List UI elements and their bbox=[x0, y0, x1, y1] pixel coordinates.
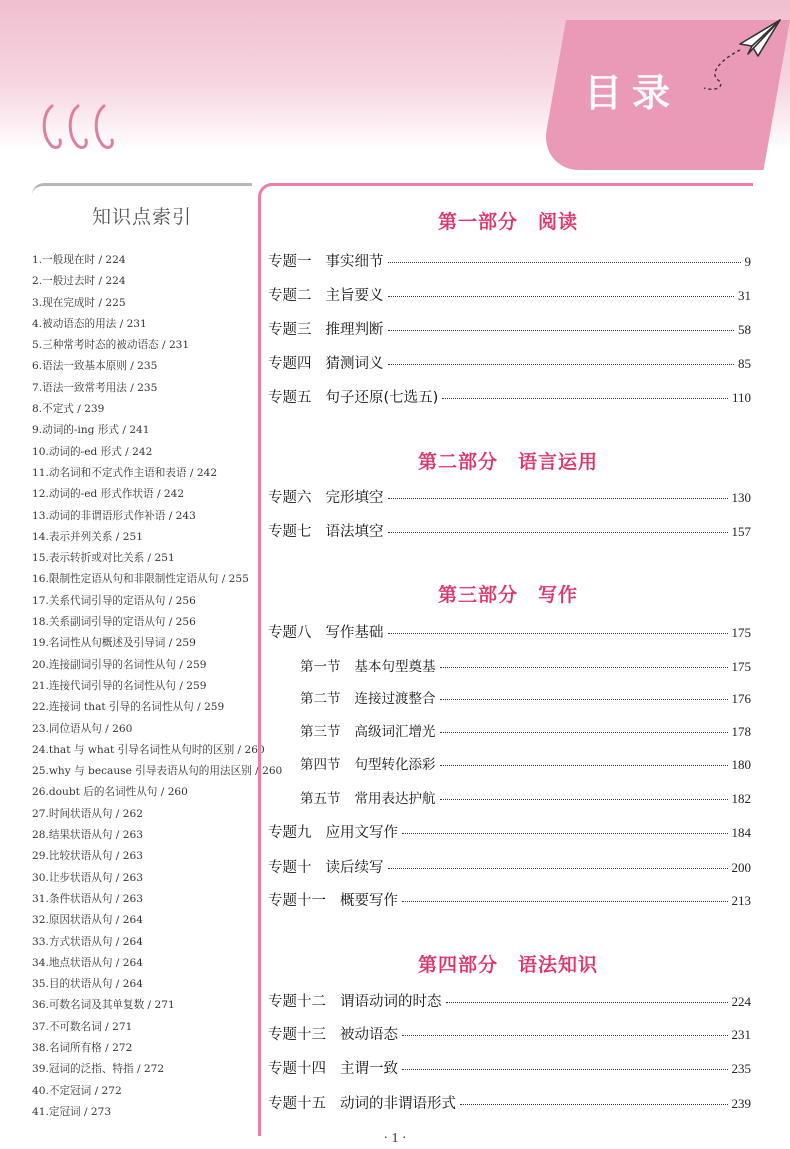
toc-entry-title: 常用表达护航 bbox=[354, 791, 436, 807]
index-item[interactable]: 24.that 与 what 引导名词性从句时的区别 / 260 bbox=[32, 743, 265, 756]
toc-entry-title: 谓语动词的时态 bbox=[340, 994, 442, 1010]
toc-entry-number: 专题五 bbox=[268, 390, 312, 406]
toc-entry-number: 专题四 bbox=[268, 356, 312, 372]
toc-entry-title: 事实细节 bbox=[325, 254, 384, 270]
toc-entry-page: 224 bbox=[731, 994, 751, 1009]
toc-entry[interactable] bbox=[268, 1057, 751, 1078]
toc-entry[interactable] bbox=[268, 621, 751, 642]
toc-entry-title: 猜测词义 bbox=[325, 356, 384, 372]
index-item[interactable]: 13.动词的非谓语形式作补语 / 243 bbox=[32, 509, 196, 522]
dot-leader bbox=[388, 296, 735, 297]
dot-leader bbox=[442, 398, 728, 399]
toc-entry[interactable] bbox=[268, 318, 751, 339]
index-item[interactable]: 7.语法一致常考用法 / 235 bbox=[32, 381, 158, 394]
index-item[interactable]: 2.一般过去时 / 224 bbox=[32, 275, 126, 288]
toc-entry-number: 专题三 bbox=[268, 322, 312, 338]
index-item[interactable]: 34.地点状语从句 / 264 bbox=[32, 956, 143, 969]
toc-entry-number: 第五节 bbox=[300, 791, 341, 807]
dot-leader bbox=[402, 833, 728, 834]
toc-section-entry[interactable] bbox=[300, 720, 751, 740]
toc-entry[interactable] bbox=[268, 250, 751, 271]
toc-entry-page: 31 bbox=[738, 288, 751, 303]
toc-entry-number: 专题十二 bbox=[268, 994, 326, 1010]
index-item[interactable]: 30.让步状语从句 / 263 bbox=[32, 871, 143, 884]
dot-leader bbox=[402, 901, 728, 902]
toc-entry-number: 第三节 bbox=[300, 724, 341, 740]
toc-entry[interactable] bbox=[268, 1023, 751, 1044]
toc-entry[interactable] bbox=[268, 1092, 751, 1113]
dot-leader bbox=[446, 1002, 728, 1003]
index-item[interactable]: 21.连接代词引导的名词性从句 / 259 bbox=[32, 679, 207, 692]
toc-entry-number: 专题六 bbox=[268, 490, 312, 506]
toc-entry-page: 235 bbox=[731, 1061, 751, 1076]
toc-entry-number: 第四节 bbox=[300, 757, 341, 773]
toc-entry-page: 182 bbox=[731, 791, 751, 806]
dot-leader bbox=[440, 699, 728, 700]
dot-leader bbox=[388, 633, 728, 634]
index-item[interactable]: 27.时间状语从句 / 262 bbox=[32, 807, 143, 820]
toc-entry-title: 推理判断 bbox=[325, 322, 384, 338]
index-item[interactable]: 8.不定式 / 239 bbox=[32, 403, 105, 416]
index-item[interactable]: 23.同位语从句 / 260 bbox=[32, 722, 133, 735]
toc-entry[interactable] bbox=[268, 856, 751, 877]
index-item[interactable]: 29.比较状语从句 / 263 bbox=[32, 850, 143, 863]
toc-entry-page: 184 bbox=[731, 825, 751, 840]
index-item[interactable]: 40.不定冠词 / 272 bbox=[32, 1084, 122, 1097]
toc-entry-page: 231 bbox=[731, 1027, 751, 1042]
page-title: 目录 bbox=[584, 71, 681, 115]
toc-section-entry[interactable] bbox=[300, 753, 751, 773]
toc-entry-number: 专题十 bbox=[268, 860, 312, 876]
toc-entry-title: 动词的非谓语形式 bbox=[340, 1096, 456, 1112]
toc-entry[interactable] bbox=[268, 889, 751, 910]
toc-entry-number: 专题二 bbox=[268, 288, 312, 304]
toc-entry-page: 176 bbox=[731, 691, 751, 706]
toc-entry-page: 157 bbox=[731, 524, 751, 539]
toc-entry[interactable] bbox=[268, 352, 751, 373]
toc-entry-page: 110 bbox=[731, 390, 751, 405]
dot-leader bbox=[402, 1035, 728, 1036]
toc-entry-title: 写作基础 bbox=[325, 625, 384, 641]
index-item[interactable]: 38.名词所有格 / 272 bbox=[32, 1041, 133, 1054]
dot-leader bbox=[388, 868, 728, 869]
toc-entry[interactable] bbox=[268, 386, 751, 407]
index-item[interactable]: 6.语法一致基本原则 / 235 bbox=[32, 360, 158, 373]
index-item[interactable]: 5.三种常考时态的被动语态 / 231 bbox=[32, 339, 190, 352]
toc-entry-title: 读后续写 bbox=[325, 860, 384, 876]
toc-entry-page: 85 bbox=[738, 356, 751, 371]
toc-entry-page: 9 bbox=[744, 254, 751, 269]
dot-leader bbox=[402, 1069, 728, 1070]
dot-leader bbox=[388, 330, 735, 331]
index-item[interactable]: 28.结果状语从句 / 263 bbox=[32, 829, 143, 842]
toc-entry-title: 应用文写作 bbox=[325, 825, 398, 841]
index-item[interactable]: 18.关系副词引导的定语从句 / 256 bbox=[32, 616, 196, 629]
toc-entry-page: 178 bbox=[731, 724, 751, 739]
toc-entry-number: 专题七 bbox=[268, 524, 312, 540]
toc-entry-title: 概要写作 bbox=[340, 893, 398, 909]
toc-entry-page: 213 bbox=[731, 893, 751, 908]
toc-entry-title: 语法填空 bbox=[325, 524, 384, 540]
toc-entry-title: 被动语态 bbox=[340, 1027, 398, 1043]
toc-entry[interactable] bbox=[268, 520, 751, 541]
index-item[interactable]: 12.动词的-ed 形式作状语 / 242 bbox=[32, 488, 185, 501]
part-heading: 第二部分 语言运用 bbox=[417, 451, 598, 473]
dot-leader bbox=[388, 532, 728, 533]
index-item[interactable]: 39.冠词的泛指、特指 / 272 bbox=[32, 1063, 165, 1076]
index-item[interactable]: 19.名词性从句概述及引导词 / 259 bbox=[32, 637, 196, 650]
index-item[interactable]: 25.why 与 because 引导表语从句的用法区别 / 260 bbox=[32, 765, 283, 778]
part-heading: 第四部分 语法知识 bbox=[417, 954, 598, 976]
dot-leader bbox=[388, 364, 735, 365]
dot-leader bbox=[388, 498, 728, 499]
toc-entry-number: 专题十三 bbox=[268, 1027, 326, 1043]
index-item[interactable]: 41.定冠词 / 273 bbox=[32, 1105, 112, 1118]
toc-entry[interactable] bbox=[268, 486, 751, 507]
toc-entry[interactable] bbox=[268, 284, 751, 305]
index-title: 知识点索引 bbox=[91, 206, 192, 228]
toc-entry-title: 高级词汇增光 bbox=[354, 724, 436, 740]
part-heading: 第三部分 写作 bbox=[437, 584, 578, 606]
toc-entry-title: 完形填空 bbox=[325, 490, 384, 506]
toc-entry-page: 200 bbox=[731, 860, 751, 875]
index-item[interactable]: 22.连接词 that 引导的名词性从句 / 259 bbox=[32, 701, 225, 714]
toc-entry-number: 第一节 bbox=[300, 659, 341, 675]
toc-entry-page: 130 bbox=[731, 490, 751, 505]
toc-entry-title: 主旨要义 bbox=[325, 288, 384, 304]
toc-entry-number: 专题九 bbox=[268, 825, 312, 841]
index-item[interactable]: 1.一般现在时 / 224 bbox=[32, 254, 126, 266]
index-item[interactable]: 16.限制性定语从句和非限制性定语从句 / 255 bbox=[32, 573, 249, 586]
index-item[interactable]: 3.现在完成时 / 225 bbox=[32, 296, 126, 309]
toc-entry-page: 239 bbox=[731, 1096, 751, 1111]
index-item[interactable]: 35.目的状语从句 / 264 bbox=[32, 978, 143, 991]
toc-entry-number: 专题一 bbox=[268, 254, 312, 270]
dot-leader bbox=[440, 667, 728, 668]
index-item[interactable]: 36.可数名词及其单复数 / 271 bbox=[32, 999, 175, 1012]
index-item[interactable]: 33.方式状语从句 / 264 bbox=[32, 935, 143, 948]
index-item[interactable]: 32.原因状语从句 / 264 bbox=[32, 914, 143, 927]
toc-entry-title: 基本句型奠基 bbox=[354, 659, 436, 675]
dot-leader bbox=[460, 1104, 728, 1105]
index-item[interactable]: 10.动词的-ed 形式 / 242 bbox=[32, 445, 153, 458]
ring-binder-icon bbox=[38, 100, 122, 156]
toc-entry-number: 专题十五 bbox=[268, 1096, 326, 1112]
toc-entry[interactable] bbox=[268, 990, 751, 1011]
toc-entry-page: 180 bbox=[731, 757, 751, 772]
toc-entry-title: 句子还原(七选五) bbox=[325, 390, 439, 406]
toc-entry-number: 专题十一 bbox=[268, 893, 326, 909]
index-item[interactable]: 37.不可数名词 / 271 bbox=[32, 1020, 133, 1033]
toc-entry-page: 175 bbox=[731, 659, 751, 674]
dot-leader bbox=[440, 732, 728, 733]
toc-entry-number: 专题八 bbox=[268, 625, 312, 641]
toc-section-entry[interactable] bbox=[300, 787, 751, 807]
page-number: · 1 · bbox=[383, 1131, 407, 1146]
toc-entry-title: 句型转化添彩 bbox=[354, 757, 436, 773]
index-item[interactable]: 17.关系代词引导的定语从句 / 256 bbox=[32, 594, 196, 607]
toc-entry-number: 第二节 bbox=[300, 691, 341, 707]
index-item[interactable]: 26.doubt 后的名词性从句 / 260 bbox=[32, 786, 188, 799]
toc-entry-title: 主谓一致 bbox=[340, 1061, 398, 1077]
toc-entry[interactable] bbox=[268, 821, 751, 842]
dot-leader bbox=[440, 799, 728, 800]
toc-section-entry[interactable] bbox=[300, 687, 751, 707]
index-list bbox=[32, 250, 282, 1123]
index-item[interactable]: 14.表示并列关系 / 251 bbox=[32, 530, 143, 543]
part-heading: 第一部分 阅读 bbox=[437, 211, 578, 233]
paper-plane-icon bbox=[694, 14, 784, 94]
toc-entry-page: 175 bbox=[731, 625, 751, 640]
toc-entry-number: 专题十四 bbox=[268, 1061, 326, 1077]
index-item[interactable]: 31.条件状语从句 / 263 bbox=[32, 892, 143, 905]
knowledge-index-panel bbox=[32, 183, 283, 1136]
dot-leader bbox=[388, 262, 741, 263]
toc-entry-title: 连接过渡整合 bbox=[354, 691, 436, 707]
index-item[interactable]: 11.动名词和不定式作主语和表语 / 242 bbox=[32, 466, 218, 479]
toc-section-entry[interactable] bbox=[300, 655, 751, 675]
index-item[interactable]: 20.连接副词引导的名词性从句 / 259 bbox=[32, 658, 207, 671]
toc-entry-page: 58 bbox=[738, 322, 751, 337]
dot-leader bbox=[440, 765, 728, 766]
index-item[interactable]: 15.表示转折或对比关系 / 251 bbox=[32, 552, 175, 565]
index-item[interactable]: 4.被动语态的用法 / 231 bbox=[32, 317, 147, 330]
index-item[interactable]: 9.动词的-ing 形式 / 241 bbox=[32, 424, 150, 437]
